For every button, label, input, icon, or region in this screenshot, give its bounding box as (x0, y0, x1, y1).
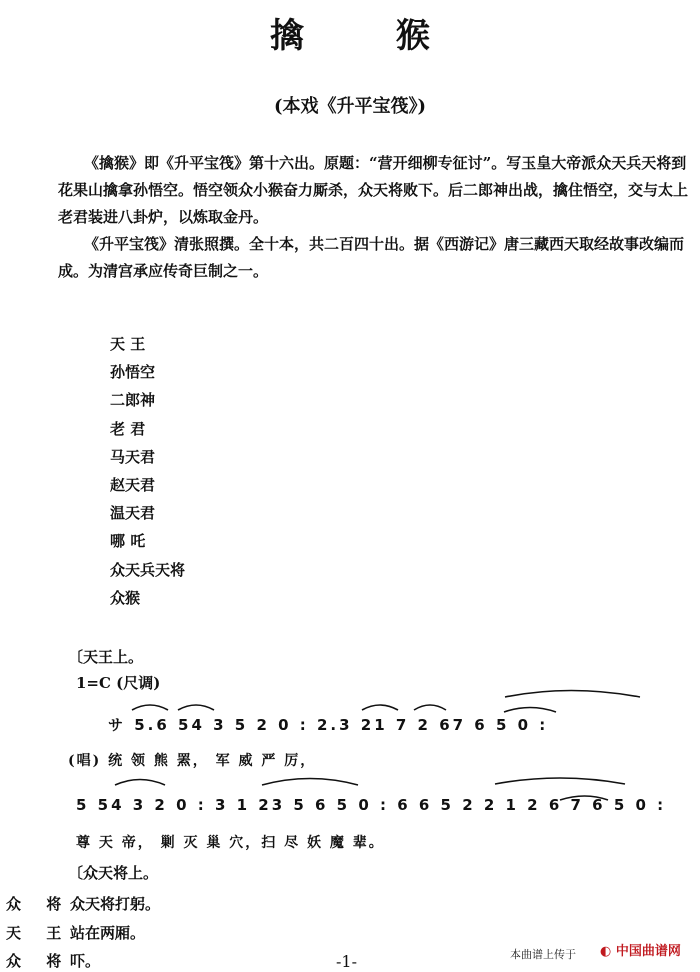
role-name: 众 将 (6, 895, 72, 913)
upload-note: 本曲谱上传于 (510, 948, 576, 961)
site-logo-text: 中国曲谱网 (615, 944, 681, 959)
role-name: 天 王 (6, 924, 72, 942)
cast-item: 孙悟空 (110, 363, 156, 382)
cast-item: 马天君 (110, 447, 156, 466)
site-logo[interactable] (600, 940, 681, 959)
role-line: 吓。 (70, 952, 101, 970)
page-number: -1- (336, 952, 357, 971)
cast-item: 温天君 (110, 504, 156, 523)
intro-paragraph-2: 《升平宝筏》清张照撰。全十本，共二百四十出。据《西游记》唐三藏西天取经故事改编而成。为清宫承应传奇巨制之一。 (58, 235, 685, 280)
dialogue-line (6, 893, 160, 914)
logo-mark-icon: ◐ (600, 944, 612, 959)
page-subtitle: (本戏《升平宝筏》) (273, 96, 427, 117)
cast-item: 众天兵天将 (110, 560, 186, 579)
cast-item: 哪 吒 (110, 532, 146, 551)
intro-paragraph-1: 《擒猴》即《升平宝筏》第十六出。原题：“营开细柳专征讨”。写玉皇大帝派众天兵天将到花果山擒拿孙悟空。悟空领众小猴奋力厮杀，众天将败下。后二郎神出战，擒住悟空，交与太上老君装进八卦炉，以炼取金丹。 (58, 154, 689, 226)
dialogue-line (6, 950, 100, 971)
score-lyrics-1: (唱) 统 领 熊 罴， 军 威 严 厉， (68, 753, 317, 769)
stage-direction-entrance: 〔众天将上。 (68, 864, 159, 882)
score-line-2: 5 54 3 2 0 : 3 1 23 5 6 5 0 : 6 6 5 2 2 1 2 6 7 6 5 0 : (76, 796, 667, 814)
score-notes-1: 5.6 54 3 5 2 0 : 2.3 21 7 2 67 6 5 0 : (134, 716, 549, 734)
cast-item: 众猴 (110, 588, 141, 607)
cast-item: 赵天君 (110, 475, 156, 494)
role-line: 众天将打躬。 (70, 895, 161, 913)
dialogue-line (6, 922, 145, 943)
score-prefix: サ (108, 716, 127, 734)
score-lyrics-2: 尊 天 帝， 剿 灭 巢 穴，扫 尽 妖 魔 辈。 (76, 835, 385, 851)
page-title: 擒 猴 (270, 16, 470, 56)
cast-item: 二郎神 (110, 391, 156, 410)
score-line-1 (108, 714, 548, 735)
cast-item: 天 王 (110, 335, 146, 353)
role-line: 站在两厢。 (70, 924, 146, 942)
cast-item: 老 君 (110, 419, 146, 438)
stage-direction-entrance: 〔天王上。 (68, 648, 144, 666)
key-signature: 1=C (尺调) (76, 674, 161, 692)
role-name: 众 将 (6, 952, 72, 970)
